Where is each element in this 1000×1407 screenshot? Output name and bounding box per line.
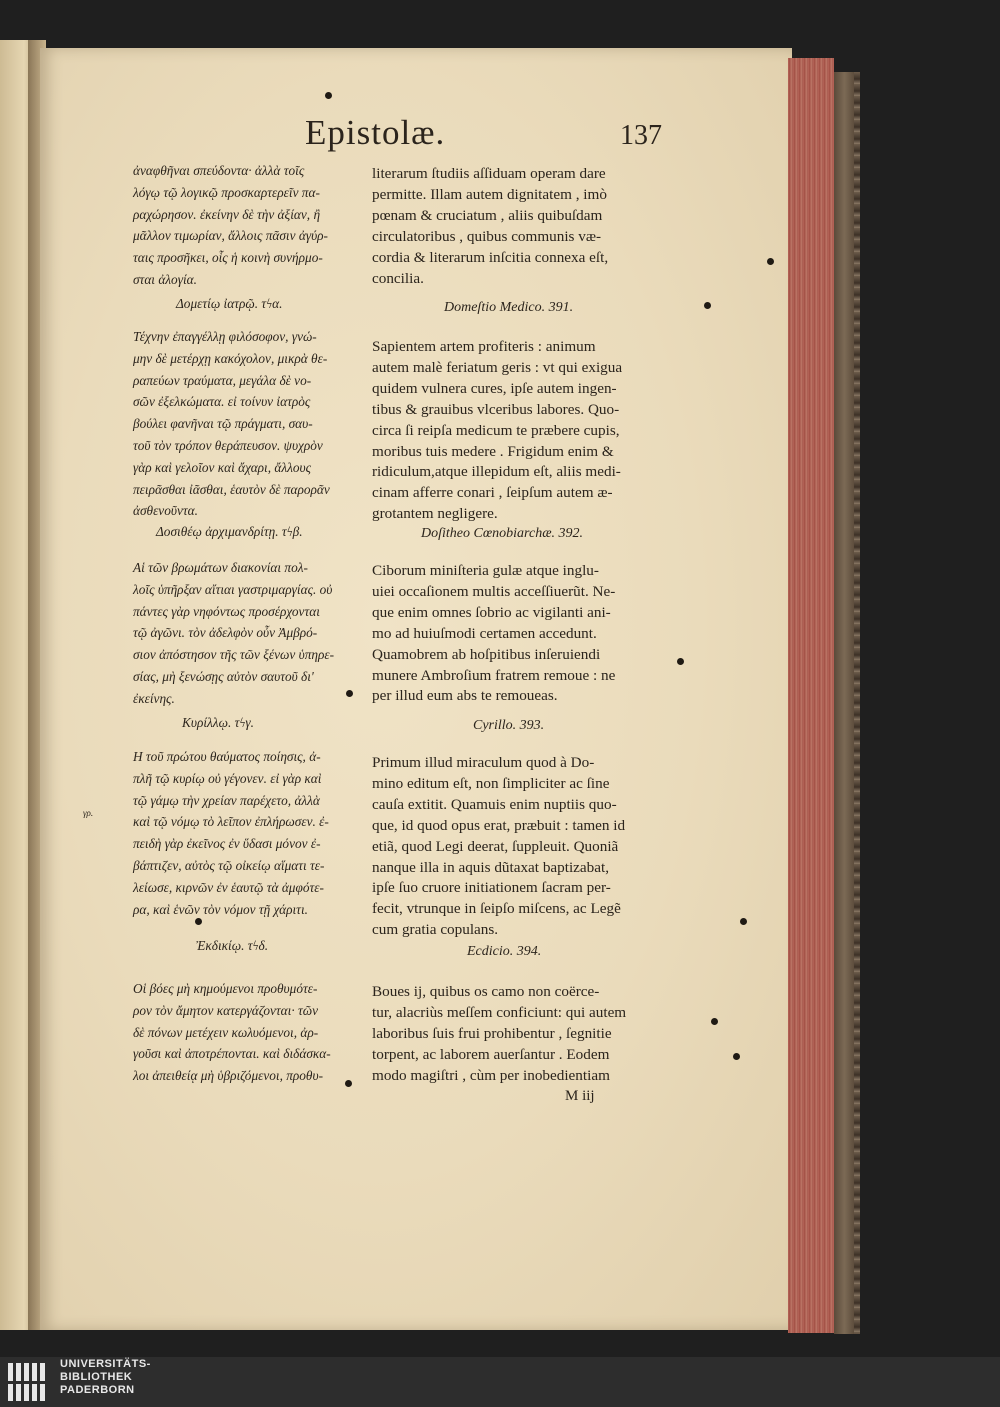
- text-line: ραπεύων τραύματα, μεγάλα δὲ νο-: [133, 372, 312, 388]
- text-line: Οἱ βόες μὴ κημούμενοι προθυμότε-: [133, 981, 318, 996]
- text-line: circa ſi reipſa medicum te præbere cupis,: [372, 421, 620, 439]
- text-line: quidem vulnera cures, ipſe autem ingen-: [372, 379, 617, 397]
- text-line: Quamobrem ab hoſpitibus inſeruiendi: [372, 645, 601, 663]
- text-line: mino editum eſt, non ſimpliciter ac ſine: [372, 774, 610, 792]
- page-number: 137: [620, 120, 662, 151]
- text-line: ἀναφθῆναι σπεύδοντα· ἀλλὰ τοῖς: [133, 163, 305, 178]
- text-line: δὲ πόνων μετέχειν κωλυόμενοι, ἀρ-: [133, 1024, 319, 1040]
- text-line: circulatoribus , quibus communis væ-: [372, 227, 602, 245]
- left-block-4: [133, 978, 359, 1087]
- text-line: Η τοῦ πρώτου θαύματος ποίησις, ἀ-: [133, 749, 321, 764]
- right-block-2: [372, 561, 662, 707]
- left-block-1: [133, 326, 359, 522]
- margin-note: γρ.: [83, 808, 94, 818]
- text-line: ridiculum,atque illepidum eſt, aliis medi-: [372, 463, 621, 481]
- text-line: pœnam & cruciatum , aliis quibuſdam: [372, 206, 603, 224]
- text-line: τοῦ τὸν τρόπον θεράπευσον. ψυχρὸν: [133, 437, 323, 453]
- text-line: ἀσθενοῦντα.: [133, 503, 198, 519]
- letter-heading: Δομετίῳ ἰατρῷ. τϟα.: [176, 296, 283, 311]
- letter-heading: Δοσιθέῳ ἀρχιμανδρίτῃ. τϟβ.: [156, 524, 303, 539]
- text-line: cum gratia copulans.: [372, 921, 499, 939]
- library-name-line: PADERBORN: [60, 1384, 135, 1396]
- text-line: permitte. Illam autem dignitatem , imò: [372, 185, 607, 203]
- text-line: λοῖς ὑπῆρξαν αἴτιαι γαστριμαργίας. οὐ: [133, 581, 333, 597]
- left-block-3: [133, 746, 359, 920]
- ink-spot: [767, 258, 774, 265]
- text-line: ipſe ſuo cruore initiationem ſacram per-: [372, 879, 611, 897]
- text-line: ραχώρησον. ἐκείνην δὲ τὴν ἀξίαν, ἢ: [133, 206, 321, 222]
- text-line: Ciborum miniſteria gulæ atque inglu-: [372, 562, 599, 579]
- text-line: torpent, ac laborem auerſantur . Eodem: [372, 1045, 610, 1063]
- text-line: σῶν ἐξελκώματα. εἰ τοίνυν ἰατρὸς: [133, 394, 311, 410]
- right-block-3: [372, 753, 662, 941]
- book-cover-edge: [834, 72, 860, 1334]
- library-footer: [0, 1357, 1000, 1407]
- text-line: μην δὲ μετέρχῃ κακόχολον, μικρὰ θε-: [133, 350, 328, 366]
- ink-spot: [740, 918, 747, 925]
- text-line: μᾶλλον τιμωρίαν, ἄλλοις πᾶσιν ἀγύρ-: [133, 228, 328, 244]
- text-line: βάπτιζεν, αὐτὸς τῷ οἰκείῳ αἵματι τε-: [133, 857, 325, 873]
- text-line: σιον ἀπόστησον τῆς τῶν ξένων ὑπηρε-: [133, 647, 335, 663]
- text-line: fecit, vtrunque in ſeipſo miſcens, ac Legẽ: [372, 900, 621, 918]
- text-line: per illud eum abs te remoueas.: [372, 687, 558, 705]
- text-line: πλῆ τῷ κυρίῳ οὐ γέγονεν. εἰ γὰρ καὶ: [133, 770, 322, 786]
- text-line: γὰρ καὶ γελοῖον καὶ ἄχαρι, ἄλλους: [133, 459, 312, 475]
- letter-heading: Κυρίλλῳ. τϟγ.: [182, 715, 254, 730]
- text-line: γοῦσι καὶ ἀποτρέπονται. καὶ διδάσκα-: [133, 1046, 331, 1062]
- library-name: [60, 1358, 151, 1397]
- library-name-line: BIBLIOTHEK: [60, 1371, 133, 1383]
- ink-spot: [325, 92, 332, 99]
- text-line: Primum illud miraculum quod à Do-: [372, 754, 595, 771]
- ink-spot: [704, 302, 711, 309]
- text-line: uiei occaſionem multis acceſſiuerũt. Ne-: [372, 582, 616, 600]
- text-line: grotantem negligere.: [372, 505, 498, 523]
- text-line: βούλει φανῆναι τῷ πράγματι, σαυ-: [133, 416, 313, 432]
- text-line: autem malè feriatum geris : vt qui exigua: [372, 358, 623, 376]
- letter-heading: Doſitheo Cœnobiarchæ. 392.: [421, 526, 584, 541]
- running-title: Epistolæ.: [305, 113, 446, 152]
- text-line: nanque illa in aquis dũtaxat baptizabat,: [372, 858, 610, 876]
- signature-mark: M iij: [565, 1088, 595, 1104]
- letter-heading: Ecdicio. 394.: [467, 944, 542, 959]
- letter-heading: Domeſtio Medico. 391.: [444, 300, 574, 315]
- right-block-4: [372, 982, 662, 1087]
- text-line: concilia.: [372, 269, 424, 287]
- left-block-0: [133, 160, 359, 291]
- library-name-line: UNIVERSITÄTS-: [60, 1358, 151, 1370]
- letter-heading: Ἐκδικίῳ. τϟδ.: [196, 938, 269, 953]
- text-line: Αἱ τῶν βρωμάτων διακονίαι πολ-: [133, 560, 308, 575]
- text-line: ρον τὸν ἄμητον κατεργάζονται· τῶν: [133, 1002, 319, 1018]
- text-line: modo magiſtri , cùm per inobedientiam: [372, 1066, 610, 1084]
- right-block-1: [372, 337, 662, 525]
- text-line: tibus & grauibus vlceribus labores. Quo-: [372, 400, 620, 418]
- ink-spot: [677, 658, 684, 665]
- text-line: literarum ſtudiis aſſiduam operam dare: [372, 165, 606, 182]
- ink-spot: [195, 918, 202, 925]
- text-line: πάντες γὰρ νηφόντως προσέρχονται: [133, 603, 320, 619]
- ink-spot: [346, 690, 353, 697]
- text-line: λοι ἀπειθείᾳ μὴ ὑβριζόμενοι, προθυ-: [133, 1068, 323, 1084]
- text-line: Boues ij, quibus os camo non coërce-: [372, 983, 600, 1000]
- ink-spot: [711, 1018, 718, 1025]
- text-line: Τέχνην ἐπαγγέλλῃ φιλόσοφον, γνώ-: [133, 329, 317, 344]
- text-line: que enim omnes ſobrio ac vigilanti ani-: [372, 603, 611, 621]
- text-line: mo ad huiuſmodi certamen accedunt.: [372, 624, 597, 642]
- ink-spot: [733, 1053, 740, 1060]
- text-line: πειρᾶσθαι ἰᾶσθαι, ἑαυτὸν δὲ παρορᾶν: [133, 481, 330, 497]
- text-line: cauſa extitit. Quamuis enim nuptiis quo-: [372, 795, 617, 813]
- text-line: cordia & literarum inſcitia connexa eſt,: [372, 248, 609, 266]
- text-line: πειδὴ γὰρ ἐκεῖνος ἐν ὕδασι μόνον ἐ-: [133, 836, 321, 852]
- text-line: que, id quod opus erat, præbuit : tamen id: [372, 816, 626, 834]
- letter-heading: Cyrillo. 393.: [473, 718, 545, 733]
- text-line: ἐκείνης.: [133, 690, 175, 706]
- text-line: καὶ τῷ νόμῳ τὸ λεῖπον ἐπλήρωσεν. ἐ-: [133, 814, 329, 830]
- page-block-edge: [788, 58, 834, 1333]
- text-line: etiã, quod Legi deerat, ſuppleuit. Quoniã: [372, 837, 619, 855]
- text-line: moribus tuis medere . Frigidum enim &: [372, 442, 614, 460]
- text-line: τῷ γάμῳ τὴν χρείαν παρέχετο, ἀλλὰ: [133, 792, 320, 808]
- text-line: τῷ ἀγῶνι. τὸν ἀδελφὸν οὖν Ἀμβρό-: [133, 625, 318, 641]
- right-block-0: [372, 164, 662, 289]
- text-line: σται ἀλογία.: [133, 271, 197, 287]
- left-block-2: [133, 557, 359, 710]
- text-line: tur, alacriùs meſſem conficiunt: qui autem: [372, 1003, 627, 1021]
- text-line: munere Ambroſium fratrem remoue : ne: [372, 666, 616, 684]
- text-line: λείωσε, κιρνῶν ἐν ἑαυτῷ τὰ ἀμφότε-: [133, 879, 324, 895]
- text-line: λόγῳ τῷ λογικῷ προσκαρτερεῖν πα-: [133, 184, 320, 200]
- library-logo-icon: [6, 1359, 52, 1405]
- text-line: σίας, μὴ ξενώσῃς αὐτὸν σαυτοῦ δι': [133, 668, 314, 684]
- text-line: cinam afferre conari , ſeipſum autem æ-: [372, 484, 613, 502]
- ink-spot: [345, 1080, 352, 1087]
- text-line: Sapientem artem profiteris : animum: [372, 338, 596, 355]
- text-line: laboribus ſuis frui prohibentur , ſegnitie: [372, 1024, 612, 1042]
- text-line: ταις προσῆκει, οἷς ἡ κοινὴ συνήρμο-: [133, 250, 323, 266]
- text-line: ρα, καὶ ἑνῶν τὸν νόμον τῇ χάριτι.: [133, 901, 308, 917]
